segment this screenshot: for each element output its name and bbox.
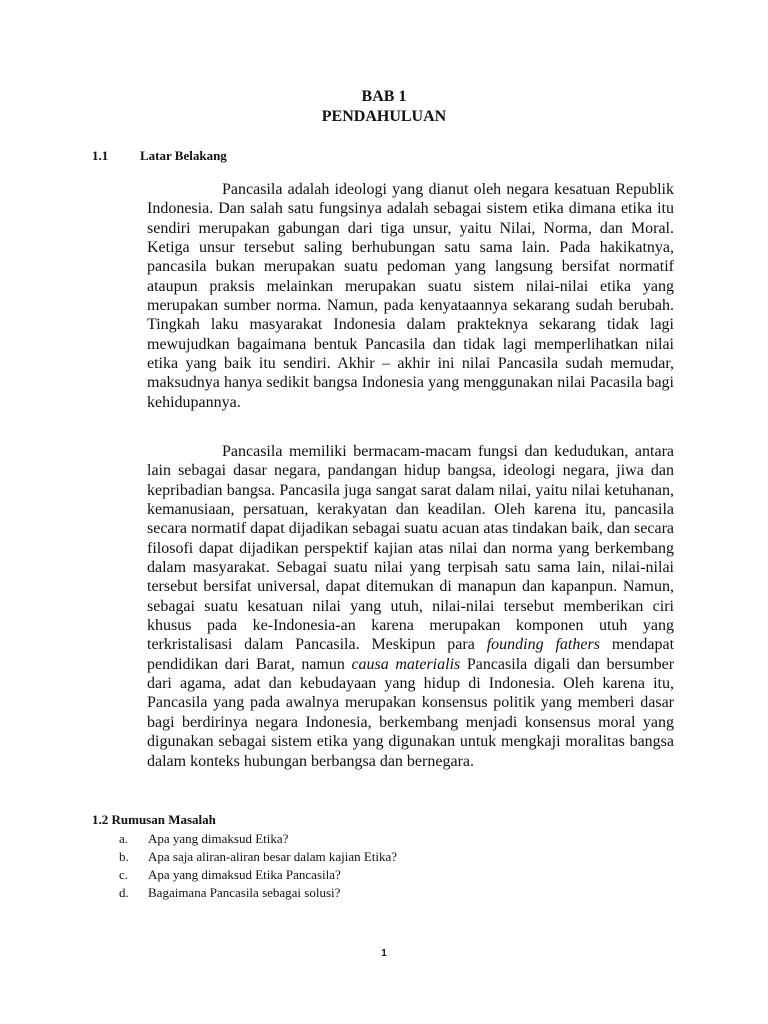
list-marker: a. [119, 831, 129, 846]
list-text: Apa yang dimaksud Etika Pancasila? [148, 867, 341, 882]
list-item [119, 866, 397, 884]
list-item [119, 830, 397, 848]
paragraph-2-part-a: Pancasila memiliki bermacam-macam fungsi dan kedudukan, antara lain sebagai dasar negara, pandangan hidup bangsa, ideologi negara, jiwa dan kepribadian bangsa. Pancasila juga sangat sarat dalam nilai, yaitu nilai ketuhanan, kemanusiaan, persatuan, kerakyatan dan keadilan. Oleh karena itu, pancasila secara normatif dapat dijadikan sebagai suatu acuan atas tindakan baik, dan secara filosofi dapat dijadikan perspektif kajian atas nilai dan norma yang berkembang dalam masyarakat. Sebagai suatu nilai yang terpisah satu sama lain, nilai-nilai tersebut bersifat universal, dapat ditemukan di manapun dan kapanpun. Namun, sebagai suatu kesatuan nilai yang utuh, nilai-nilai tersebut memberikan ciri khusus pada ke-Indonesia-an karena merupakan komponen utuh yang terkristalisasi dalam Pancasila. Meskipun para [147, 443, 674, 654]
paragraph-2-part-c: Pancasila digali dan bersumber dari agama, adat dan kebudayaan yang hidup di Indonesia. Oleh karena itu, Pancasila yang pada awalnya merupakan konsensus politik yang memberi dasar bagi berdirinya negara Indonesia, berkembang menjadi konsensus moral yang digunakan sebagai sistem etika yang digunakan untuk mengkaji moralitas bangsa dalam konteks hubungan berbangsa dan bernegara. [147, 655, 675, 770]
italic-causa-materialis: causa materialis [351, 655, 461, 673]
paragraph-2-part-b: mendapat pendidikan dari Barat, namun [147, 636, 675, 673]
paragraph-1: Pancasila adalah ideologi yang dianut oleh negara kesatuan Republik Indonesia. Dan salah satu fungsinya adalah sebagai sistem etika dimana etika itu sendiri merupakan gabungan dari tiga unsur, yaitu Nilai, Norma, dan Moral. Ketiga unsur tersebut saling berhubungan satu sama lain. Pada hakikatnya, pancasila bukan merupakan suatu pedoman yang langsung bersifat normatif ataupun praksis melainkan merupakan suatu sistem nilai-nilai etika yang merupakan sumber norma. Namun, pada kenyataannya sekarang sudah berubah. Tingkah laku masyarakat Indonesia dalam prakteknya sekarang tidak lagi mewujudkan bagaimana bentuk Pancasila dan tidak lagi memperlihatkan nilai etika yang baik itu sendiri. Akhir – akhir ini nilai Pancasila sudah memudar, maksudnya hanya sedikit bangsa Indonesia yang menggunakan nilai Pacasila bagi kehidupannya. [147, 181, 674, 411]
section-heading-latar-belakang [92, 148, 227, 164]
chapter-title: PENDAHULUAN [321, 108, 447, 125]
list-marker: b. [119, 849, 129, 864]
question-list [119, 830, 397, 902]
list-text: Apa yang dimaksud Etika? [148, 831, 289, 846]
section-heading-rumusan-masalah: 1.2 Rumusan Masalah [92, 812, 216, 827]
section-number: 1.1 [92, 148, 109, 163]
page-number: 1 [381, 948, 387, 959]
list-text: Bagaimana Pancasila sebagai solusi? [148, 885, 341, 900]
paragraph-2 [147, 442, 674, 771]
list-item [119, 848, 397, 866]
list-marker: c. [119, 867, 129, 882]
list-text: Apa saja aliran-aliran besar dalam kajian Etika? [148, 849, 398, 864]
chapter-number: BAB 1 [361, 88, 407, 105]
section-title: Latar Belakang [140, 148, 227, 163]
list-item [119, 884, 397, 902]
list-marker: d. [119, 885, 129, 900]
italic-founding-fathers: founding fathers [486, 636, 600, 654]
